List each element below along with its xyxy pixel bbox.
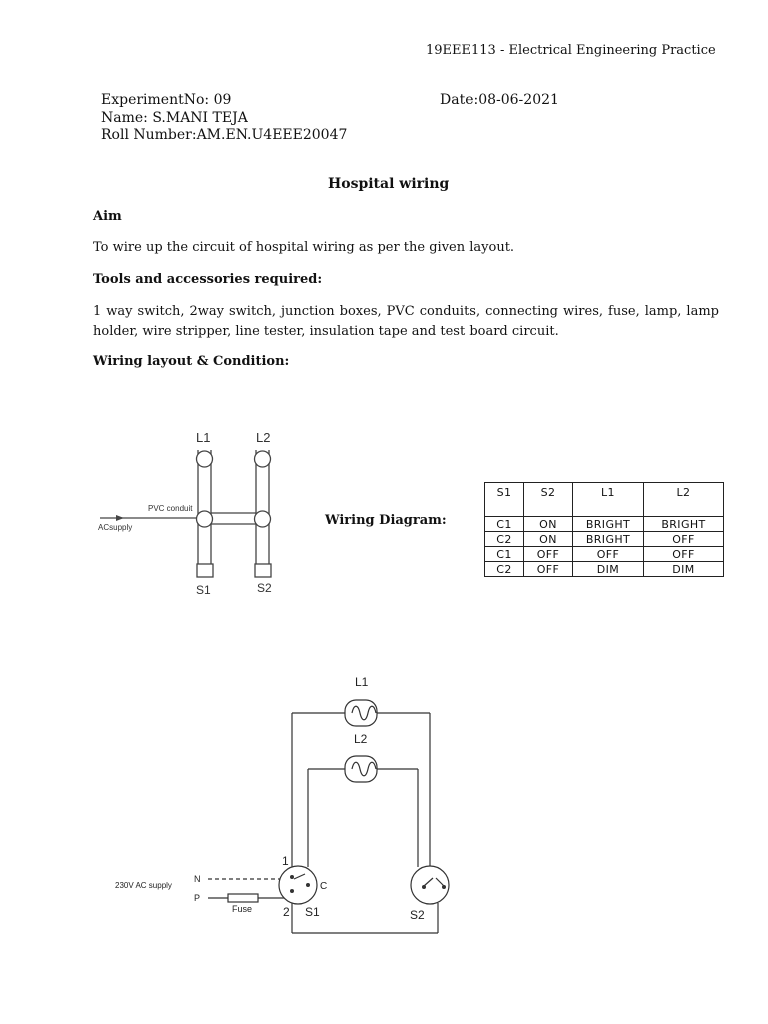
layout-s2-label: S2	[257, 581, 272, 595]
table-row	[485, 562, 724, 577]
wiring-layout-figure	[90, 420, 300, 605]
table-cell: BRIGHT	[573, 532, 644, 547]
experiment-date: Date:08-06-2021	[440, 92, 559, 108]
table-cell: OFF	[573, 547, 644, 562]
wiring-diagram-label: Wiring Diagram:	[325, 513, 447, 528]
common-terminal-label: C	[320, 881, 328, 892]
experiment-number: ExperimentNo: 09	[101, 92, 232, 108]
page-title: Hospital wiring	[328, 176, 450, 192]
table-cell: C1	[485, 517, 524, 532]
terminal-1-label: 1	[282, 854, 289, 868]
neutral-label: N	[194, 874, 201, 884]
layout-l1-label: L1	[196, 430, 211, 445]
circuit-diagram	[100, 665, 480, 945]
circuit-s2-label: S2	[410, 908, 425, 922]
course-header: 19EEE113 - Electrical Engineering Practice	[426, 43, 716, 58]
table-cell: DIM	[573, 562, 644, 577]
condition-table	[484, 482, 724, 577]
aim-heading: Aim	[93, 209, 122, 224]
circuit-l2-label: L2	[354, 732, 368, 746]
table-header-cell: L2	[644, 483, 724, 517]
table-cell: C1	[485, 547, 524, 562]
pvc-conduit-label: PVC conduit	[148, 504, 193, 513]
table-cell: BRIGHT	[644, 517, 724, 532]
phase-label: P	[194, 893, 201, 903]
table-cell: BRIGHT	[573, 517, 644, 532]
tools-text: 1 way switch, 2way switch, junction boxes, PVC conduits, connecting wires, fuse, lamp, lamp holder, wire stripper, line tester, insulation tape and test board circuit.	[93, 304, 719, 339]
table-header-cell: S1	[485, 483, 524, 517]
table-cell: C2	[485, 562, 524, 577]
table-row	[485, 517, 724, 532]
circuit-l1-label: L1	[355, 675, 369, 689]
table-cell: OFF	[644, 547, 724, 562]
fuse-label: Fuse	[232, 904, 253, 914]
table-cell: OFF	[644, 532, 724, 547]
table-header-cell: S2	[524, 483, 573, 517]
terminal-2-label: 2	[283, 905, 290, 919]
tools-heading: Tools and accessories required:	[93, 272, 323, 287]
ac-supply-label: ACsupply	[98, 523, 133, 532]
table-cell: ON	[524, 517, 573, 532]
circuit-s1-label: S1	[305, 905, 320, 919]
table-header-row	[485, 483, 724, 517]
table-cell: ON	[524, 532, 573, 547]
layout-s1-label: S1	[196, 583, 211, 597]
table-cell: OFF	[524, 547, 573, 562]
layout-heading: Wiring layout & Condition:	[93, 354, 290, 369]
student-name: Name: S.MANI TEJA	[101, 110, 248, 126]
aim-text: To wire up the circuit of hospital wiring as per the given layout.	[93, 240, 515, 255]
layout-l2-label: L2	[256, 430, 271, 445]
table-cell: C2	[485, 532, 524, 547]
supply-label: 230V AC supply	[115, 881, 172, 890]
table-header-cell: L1	[573, 483, 644, 517]
roll-number: Roll Number:AM.EN.U4EEE20047	[101, 127, 348, 143]
table-row	[485, 532, 724, 547]
table-cell: OFF	[524, 562, 573, 577]
table-row	[485, 547, 724, 562]
table-cell: DIM	[644, 562, 724, 577]
